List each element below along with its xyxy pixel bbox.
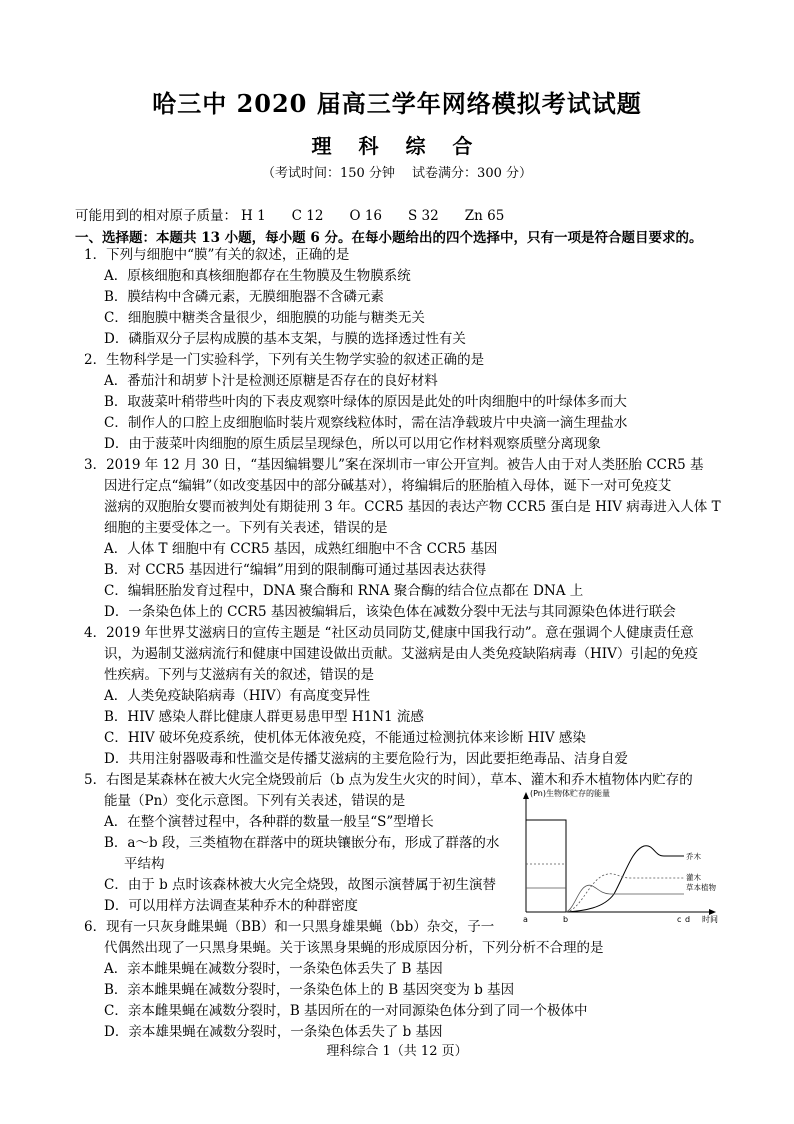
question-3-stem: 因进行定点“编辑”（如改变基因中的部分碱基对），将编辑后的胚胎植入母体，诞下一对可免疫艾 — [104, 478, 672, 494]
atomic-mass-item: Zn 65 — [464, 208, 505, 224]
question-6-option-a: A．亲本雌果蝇在减数分裂时，一条染色体丢失了 B 基因 — [104, 961, 443, 977]
question-1-option-a: A．原核细胞和真核细胞都存在生物膜及生物膜系统 — [104, 268, 411, 284]
question-4-option-c: C．HIV 破坏免疫系统，使机体无体液免疫，不能通过检测抗体来诊断 HIV 感染 — [104, 730, 586, 746]
question-4-option-b: B．HIV 感染人群比健康人群更易患甲型 H1N1 流感 — [104, 709, 424, 725]
question-4-option-d: D．共用注射器吸毒和性滥交是传播艾滋病的主要危险行为，因此要拒绝毒品、洁身自爱 — [104, 751, 628, 767]
series-label-shrub: 灌木 — [686, 873, 701, 882]
y-axis-arrow — [523, 792, 529, 799]
herb-curve — [566, 885, 684, 912]
question-3-option-a: A．人体 T 细胞中有 CCR5 基因，成熟红细胞中不含 CCR5 基因 — [104, 541, 498, 557]
exam-subtitle: 理 科 综 合 — [311, 134, 483, 158]
series-label-tree: 乔木 — [686, 852, 701, 861]
question-3-stem: 滋病的双胞胎女婴而被判处有期徒刑 3 年。CCR5 基因的表达产物 CCR5 蛋白是 HIV 病毒进入人体 T — [104, 499, 721, 515]
shrub-curve — [566, 874, 684, 912]
question-4-stem: 识，为遏制艾滋病流行和健康中国建设做出贡献。艾滋病是由人类免疫缺陷病毒（HIV）引起的免疫 — [104, 646, 698, 662]
series-label-herb: 草本植物 — [686, 883, 716, 892]
question-5-option-b-cont: 平结构 — [124, 856, 165, 872]
x-axis-label: 时间 — [702, 915, 718, 924]
atomic-mass-item: C 12 — [291, 208, 324, 224]
question-6-option-d: D．亲本雄果蝇在减数分裂时，一条染色体丢失了 b 基因 — [104, 1024, 443, 1040]
question-5-stem: 5．右图是某森林在被大火完全烧毁前后（b 点为发生火灾的时间），草本、灌木和乔木植物体内贮存的 — [84, 772, 693, 788]
question-1-option-c: C．细胞膜中糖类含量很少，细胞膜的功能与糖类无关 — [104, 310, 425, 326]
atomic-masses-label: 可能用到的相对原子质量： — [75, 208, 237, 224]
question-5-option-c: C．由于 b 点时该森林被大火完全烧毁，故图示演替属于初生演替 — [104, 877, 497, 893]
page-footer: 理科综合 1（共 12 页） — [326, 1044, 468, 1059]
question-2-option-c: C．制作人的口腔上皮细胞临时装片观察线粒体时，需在洁净载玻片中央滴一滴生理盐水 — [104, 415, 628, 431]
atomic-mass-item: H 1 — [241, 208, 266, 224]
question-5-stem: 能量（Pn）变化示意图。下列有关表述，错误的是 — [104, 793, 406, 809]
section-heading: 一、选择题：本题共 13 小题，每小题 6 分。在每小题给出的四个选择中，只有一项是符合题目要求的。 — [75, 230, 703, 246]
atomic-masses — [75, 204, 530, 224]
energy-succession-figure — [514, 784, 730, 924]
question-4-stem: 性疾病。下列与艾滋病有关的叙述，错误的是 — [104, 667, 374, 683]
exam-title: 哈三中 2020 届高三学年网络模拟考试试题 — [152, 89, 642, 118]
question-6-option-b: B．亲本雌果蝇在减数分裂时，一条染色体上的 B 基因突变为 b 基因 — [104, 982, 515, 998]
question-1-stem: 1．下列与细胞中“膜”有关的叙述，正确的是 — [84, 247, 350, 263]
question-4-option-a: A．人类免疫缺陷病毒（HIV）有高度变异性 — [104, 688, 371, 704]
question-4-stem: 4．2019 年世界艾滋病日的宣传主题是 “社区动员同防艾,健康中国我行动”。意在强调个人健康责任意 — [84, 625, 694, 641]
question-6-stem: 6．现有一只灰身雌果蝇（BB）和一只黑身雄果蝇（bb）杂交，子一 — [84, 919, 495, 935]
question-2-stem: 2．生物科学是一门实验科学，下列有关生物学实验的叙述正确的是 — [84, 352, 485, 368]
question-3-option-d: D．一条染色体上的 CCR5 基因被编辑后，该染色体在减数分裂中无法与其同源染色体进行联会 — [104, 604, 676, 620]
exam-info: （考试时间：150 分钟 试卷满分：300 分） — [261, 166, 533, 181]
atomic-mass-item: O 16 — [349, 208, 383, 224]
question-2-option-a: A．番茄汁和胡萝卜汁是检测还原糖是否存在的良好材料 — [104, 373, 438, 389]
tree-curve — [566, 846, 684, 912]
atomic-mass-item: S 32 — [408, 208, 439, 224]
y-axis-label: (Pn)生物体贮存的能量 — [530, 789, 610, 798]
question-2-option-d: D．由于菠菜叶肉细胞的原生质层呈现绿色，所以可以用它作材料观察质壁分离现象 — [104, 436, 601, 452]
x-tick-a: a — [523, 915, 528, 924]
question-5-option-d: D．可以用样方法调查某种乔木的种群密度 — [104, 898, 358, 914]
x-tick-b: b — [563, 915, 569, 924]
question-1-option-b: B．膜结构中含磷元素，无膜细胞器不含磷元素 — [104, 289, 384, 305]
question-6-stem: 代偶然出现了一只黑身果蝇。关于该黑身果蝇的形成原因分析，下列分析不合理的是 — [104, 940, 604, 956]
question-5-option-a: A．在整个演替过程中，各种群的数量一般呈“S”型增长 — [104, 814, 434, 830]
tree-curve-pre — [526, 820, 566, 912]
question-2-option-b: B．取菠菜叶稍带些叶肉的下表皮观察叶绿体的原因是此处的叶肉细胞中的叶绿体多而大 — [104, 394, 627, 410]
x-tick-c: c — [677, 915, 682, 924]
question-5-option-b: B．a～b 段，三类植物在群落中的斑块镶嵌分布，形成了群落的水 — [104, 835, 500, 851]
question-3-option-c: C．编辑胚胎发育过程中，DNA 聚合酶和 RNA 聚合酶的结合位点都在 DNA 上 — [104, 583, 584, 599]
question-3-stem: 细胞的主要受体之一。下列有关表述，错误的是 — [104, 520, 388, 536]
question-3-option-b: B．对 CCR5 基因进行“编辑”用到的限制酶可通过基因表达获得 — [104, 562, 487, 578]
question-6-option-c: C．亲本雌果蝇在减数分裂时，B 基因所在的一对同源染色体分到了同一个极体中 — [104, 1003, 588, 1019]
x-tick-d: d — [685, 915, 691, 924]
question-3-stem: 3．2019 年 12 月 30 日，“基因编辑婴儿”案在深圳市一审公开宣判。被告人由于对人类胚胎 CCR5 基 — [84, 457, 704, 473]
question-1-option-d: D．磷脂双分子层构成膜的基本支架，与膜的选择透过性有关 — [104, 331, 466, 347]
